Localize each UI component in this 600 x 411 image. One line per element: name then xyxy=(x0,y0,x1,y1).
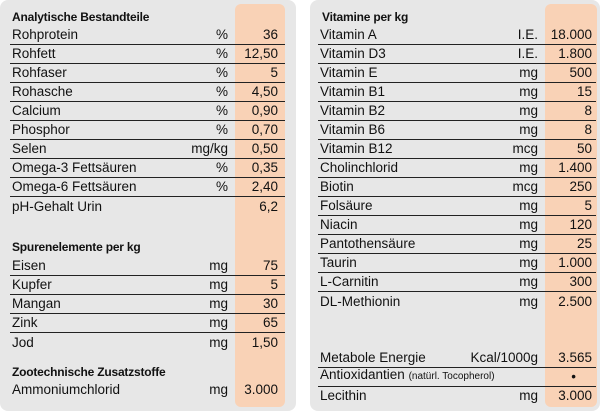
nutrient-value: 0,70 xyxy=(251,122,278,137)
vitamin-row xyxy=(318,102,596,121)
vitamin-label: L-Carnitin xyxy=(320,274,379,289)
antioxidantien-note: (natürl. Tocopherol) xyxy=(408,371,495,382)
vitamin-value: 18.000 xyxy=(550,27,592,42)
nutrient-value: 6,2 xyxy=(259,199,278,214)
vitamin-value: 500 xyxy=(569,65,592,80)
vitamin-value: 50 xyxy=(576,141,592,156)
vitamin-label: Vitamin D3 xyxy=(320,46,386,61)
vitamin-label: Vitamin B1 xyxy=(320,84,386,99)
vitamin-unit: mg xyxy=(519,122,538,137)
vitamin-label: Vitamin E xyxy=(320,65,378,80)
vitamin-label: Vitamin B6 xyxy=(320,122,386,137)
nutrient-value: 0,90 xyxy=(251,103,278,118)
antioxidantien-bullet-icon: • xyxy=(571,369,576,384)
nutrient-row xyxy=(10,64,285,83)
vitamin-label: Folsäure xyxy=(320,198,373,213)
vitamin-label: DL-Methionin xyxy=(320,294,401,309)
antioxidantien-row xyxy=(318,368,596,387)
nutrient-label: Mangan xyxy=(12,296,61,311)
vitamin-row xyxy=(318,197,596,216)
nutrient-row xyxy=(10,178,285,197)
vitamin-unit: mg xyxy=(519,198,538,213)
vitamin-value: 15 xyxy=(576,84,592,99)
antioxidantien-label: Antioxidantien xyxy=(320,367,405,382)
nutrient-value: 0,50 xyxy=(251,141,278,156)
vitamin-label: Vitamin B2 xyxy=(320,103,386,118)
vitamin-label: Vitamin A xyxy=(320,27,377,42)
nutrient-label: Rohprotein xyxy=(12,27,79,42)
vitamin-row xyxy=(318,292,596,311)
nutrient-row xyxy=(10,257,285,276)
vitamin-row xyxy=(318,235,596,254)
vitamin-value: 300 xyxy=(569,274,592,289)
nutrient-label: Omega-3 Fettsäuren xyxy=(12,160,137,175)
vitamin-unit: mg xyxy=(519,274,538,289)
vitamin-row xyxy=(318,64,596,83)
vitamin-row xyxy=(318,159,596,178)
vitamin-label: Taurin xyxy=(320,255,357,270)
vitamin-label: Vitamin B12 xyxy=(320,141,393,156)
nutrient-label: Phosphor xyxy=(12,122,70,137)
nutrient-row xyxy=(10,380,285,399)
nutrient-row xyxy=(10,333,285,352)
nutrient-row xyxy=(10,314,285,333)
lecithin-label: Lecithin xyxy=(320,388,367,403)
nutrient-unit: % xyxy=(215,103,228,118)
nutrient-value: 4,50 xyxy=(251,84,278,99)
vitamin-label: Pantothensäure xyxy=(320,236,416,251)
nutrient-row xyxy=(10,159,285,178)
vitamin-unit: mg xyxy=(519,294,538,309)
vitamin-unit: mcg xyxy=(512,141,538,156)
nutrient-unit: mg/kg xyxy=(191,141,228,156)
vitamin-value: 8 xyxy=(584,122,592,137)
nutrient-value: 12,50 xyxy=(244,46,278,61)
vitamin-unit: mg xyxy=(519,65,538,80)
vitamin-unit: mg xyxy=(519,255,538,270)
nutrient-value: 5 xyxy=(270,277,278,292)
nutrient-unit: mg xyxy=(209,258,228,273)
analytische-heading: Analytische Bestandteile xyxy=(12,10,150,24)
vitamin-label: Cholinchlorid xyxy=(320,160,399,175)
nutrient-value: 30 xyxy=(262,296,278,311)
nutrient-row xyxy=(10,83,285,102)
vitamin-row xyxy=(318,273,596,292)
nutrient-unit: % xyxy=(215,46,228,61)
vitamin-value: 120 xyxy=(569,217,592,232)
vitamin-unit: mg xyxy=(519,84,538,99)
nutrient-row xyxy=(10,102,285,121)
nutrient-label: Jod xyxy=(12,335,34,350)
nutrient-label: Ammoniumchlorid xyxy=(12,382,121,397)
vitamin-value: 2.500 xyxy=(558,294,592,309)
nutrient-label: Omega-6 Fettsäuren xyxy=(12,179,137,194)
vitamin-row xyxy=(318,216,596,235)
vitamin-row xyxy=(318,254,596,273)
vitamin-label: Niacin xyxy=(320,217,358,232)
antioxidantien-label-group xyxy=(320,367,495,385)
nutrient-label: Calcium xyxy=(12,103,61,118)
vitamin-unit: I.E. xyxy=(517,27,538,42)
nutrient-label: Rohfaser xyxy=(12,65,67,80)
nutrient-label: Rohfett xyxy=(12,46,56,61)
spurenelemente-heading: Spurenelemente per kg xyxy=(12,240,141,254)
nutrient-value: 0,35 xyxy=(251,160,278,175)
nutrient-unit: mg xyxy=(209,315,228,330)
nutrient-value: 5 xyxy=(270,65,278,80)
nutrient-value: 36 xyxy=(262,27,278,42)
vitamin-row xyxy=(318,140,596,159)
nutrient-unit: mg xyxy=(209,296,228,311)
vitamin-unit: mg xyxy=(519,236,538,251)
nutrient-unit: % xyxy=(215,65,228,80)
metabole-energie-unit: Kcal/1000g xyxy=(470,350,538,365)
vitamin-row xyxy=(318,45,596,64)
vitamin-row xyxy=(318,178,596,197)
vitamin-row xyxy=(318,121,596,140)
vitamin-row xyxy=(318,26,596,45)
vitamin-value: 25 xyxy=(576,236,592,251)
nutrient-unit: mg xyxy=(209,335,228,350)
metabole-energie-value: 3.565 xyxy=(558,350,592,365)
nutrient-row xyxy=(10,197,285,216)
vitamin-unit: mg xyxy=(519,103,538,118)
nutrient-unit: % xyxy=(215,84,228,99)
nutrient-row xyxy=(10,45,285,64)
nutrient-value: 75 xyxy=(262,258,278,273)
vitamin-label: Biotin xyxy=(320,179,354,194)
lecithin-value: 3.000 xyxy=(558,388,592,403)
nutrient-label: Rohasche xyxy=(12,84,73,99)
vitamin-unit: mg xyxy=(519,160,538,175)
lecithin-unit: mg xyxy=(519,388,538,403)
vitamin-value: 5 xyxy=(584,198,592,213)
nutrient-row xyxy=(10,276,285,295)
metabole-energie-row xyxy=(318,349,596,368)
nutrient-unit: mg xyxy=(209,382,228,397)
vitamin-value: 250 xyxy=(569,179,592,194)
vitamin-value: 1.400 xyxy=(558,160,592,175)
nutrient-row xyxy=(10,140,285,159)
vitamin-unit: mcg xyxy=(512,179,538,194)
nutrient-unit: mg xyxy=(209,277,228,292)
nutrient-unit: % xyxy=(215,122,228,137)
vitamin-value: 1.000 xyxy=(558,255,592,270)
zootechnisch-heading: Zootechnische Zusatzstoffe xyxy=(12,365,166,379)
vitamin-row xyxy=(318,83,596,102)
nutrient-label: Selen xyxy=(12,141,47,156)
nutrient-value: 65 xyxy=(262,315,278,330)
nutrient-unit: % xyxy=(215,179,228,194)
nutrient-row xyxy=(10,295,285,314)
vitamin-unit: I.E. xyxy=(517,46,538,61)
nutrient-label: Kupfer xyxy=(12,277,52,292)
vitamin-unit: mg xyxy=(519,217,538,232)
nutrient-unit: % xyxy=(215,27,228,42)
nutrient-row xyxy=(10,121,285,140)
nutrient-label: pH-Gehalt Urin xyxy=(12,199,103,214)
nutrient-value: 3.000 xyxy=(244,382,278,397)
nutrient-label: Eisen xyxy=(12,258,46,273)
nutrient-value: 2,40 xyxy=(251,179,278,194)
vitamin-value: 8 xyxy=(584,103,592,118)
nutrient-row xyxy=(10,26,285,45)
nutrient-unit: % xyxy=(215,160,228,175)
metabole-energie-label: Metabole Energie xyxy=(320,350,426,365)
vitamin-value: 1.800 xyxy=(558,46,592,61)
vitamine-heading: Vitamine per kg xyxy=(322,10,409,24)
nutrient-value: 1,50 xyxy=(251,335,278,350)
nutrient-label: Zink xyxy=(12,315,38,330)
lecithin-row xyxy=(318,386,596,405)
